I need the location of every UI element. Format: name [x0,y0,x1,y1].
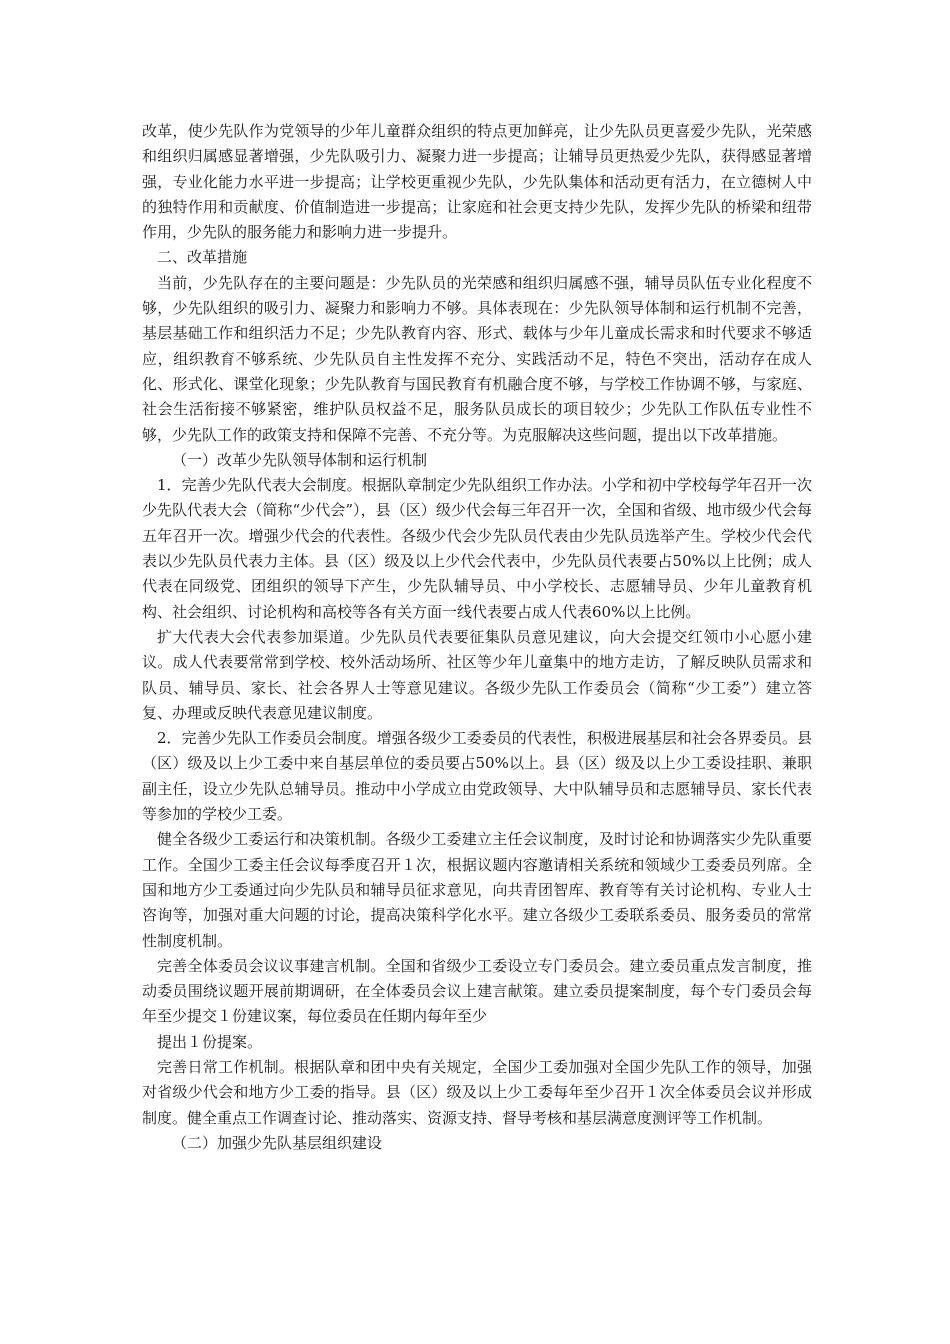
paragraph-item-2: 2．完善少先队工作委员会制度。增强各级少工委委员的代表性，积极进展基层和社会各界委员。县（区）级及以上少工委中来自基层单位的委员要占50%以上。县（区）级及以上少工委设挂职、兼职副主任，设立少先队总辅导员。推动中小学成立由党政领导、大中队辅导员和志愿辅导员、家长代表等参加的学校少工委。 [142,729,812,824]
paragraph-expand-channels: 扩大代表大会代表参加渠道。少先队员代表要征集队员意见建议，向大会提交红领巾小心愿小建议。成人代表要常常到学校、校外活动场所、社区等少年儿童集中的地方走访，了解反映队员需求和队员、辅导员、家长、社会各界人士等意见建议。各级少先队工作委员会（简称“少工委”）建立答复、办理或反映代表意见建议制度。 [142,627,812,722]
document-page [142,119,812,1156]
paragraph-plenary-mechanism: 完善全体委员会议议事建言机制。全国和省级少工委设立专门委员会。建立委员重点发言制度，推动委员围绕议题开展前期调研，在全体委员会议上建言献策。建立委员提案制度，每个专门委员会每年至少提交１份建议案，每位委员在任期内每年至少 [142,956,812,1026]
paragraph-proposal-line: 提出１份提案。 [157,1032,263,1051]
paragraph-problems: 当前，少先队存在的主要问题是：少先队员的光荣感和组织归属感不强，辅导员队伍专业化程度不够，少先队组织的吸引力、凝聚力和影响力不够。具体表现在：少先队领导体制和运行机制不完善，基层基础工作和组织活力不足；少先队教育内容、形式、载体与少年儿童成长需求和时代要求不够适应，组织教育不够系统、少先队员自主性发挥不充分、实践活动不足，特色不突出，活动存在成人化、形式化、课堂化现象；少先队教育与国民教育有机融合度不够，与学校工作协调不够，与家庭、社会生活衔接不够紧密，维护队员权益不足，服务队员成长的项目较少；少先队工作队伍专业性不够，少先队工作的政策支持和保障不完善、不充分等。为克服解决这些问题，提出以下改革措施。 [142,273,812,444]
subsection-heading-1: （一）改革少先队领导体制和运行机制 [172,450,428,469]
paragraph-daily-mechanism: 完善日常工作机制。根据队章和团中央有关规定，全国少工委加强对全国少先队工作的领导，加强对省级少代会和地方少工委的指导。县（区）级及以上少工委每年至少召开１次全体委员会议并形成制度。健全重点工作调查讨论、推动落实、资源支持、督导考核和基层满意度测评等工作机制。 [142,1057,812,1127]
paragraph-item-1: 1．完善少先队代表大会制度。根据队章制定少先队组织工作办法。小学和初中学校每学年召开一次少先队代表大会（简称“少代会”），县（区）级少代会每三年召开一次，全国和省级、地市级少代会每五年召开一次。增强少代会的代表性。各级少代会少先队员代表由少先队员选举产生。学校少代会代表以少先队员代表力主体。县（区）级及以上少代会代表中，少先队员代表要占50%以上比例；成人代表在同级党、团组织的领导下产生，少先队辅导员、中小学校长、志愿辅导员、少年儿童教育机构、社会组织、讨论机构和高校等各有关方面一线代表要占成人代表60%以上比例。 [142,476,812,621]
paragraph-decision-mechanism: 健全各级少工委运行和决策机制。各级少工委建立主任会议制度，及时讨论和协调落实少先队重要工作。全国少工委主任会议每季度召开１次，根据议题内容邀请相关系统和领域少工委委员列席。全国和地方少工委通过向少先队员和辅导员征求意见，向共青团智库、教育等有关讨论机构、专业人士咨询等，加强对重大问题的讨论，提高决策科学化水平。建立各级少工委联系委员、服务委员的常常性制度机制。 [142,830,812,950]
paragraph-intro: 改革，使少先队作为党领导的少年儿童群众组织的特点更加鲜亮，让少先队员更喜爱少先队，光荣感和组织归属感显著增强，少先队吸引力、凝聚力进一步提高；让辅导员更热爱少先队，获得感显著增强，专业化能力水平进一步提高；让学校更重视少先队，少先队集体和活动更有活力，在立德树人中的独特作用和贡献度、价值制造进一步提高；让家庭和社会更支持少先队，发挥少先队的桥梁和纽带作用，少先队的服务能力和影响力进一步提升。 [142,122,812,242]
section-heading-reform-measures: 二、改革措施 [157,248,248,267]
subsection-heading-2: （二）加强少先队基层组织建设 [172,1133,383,1152]
